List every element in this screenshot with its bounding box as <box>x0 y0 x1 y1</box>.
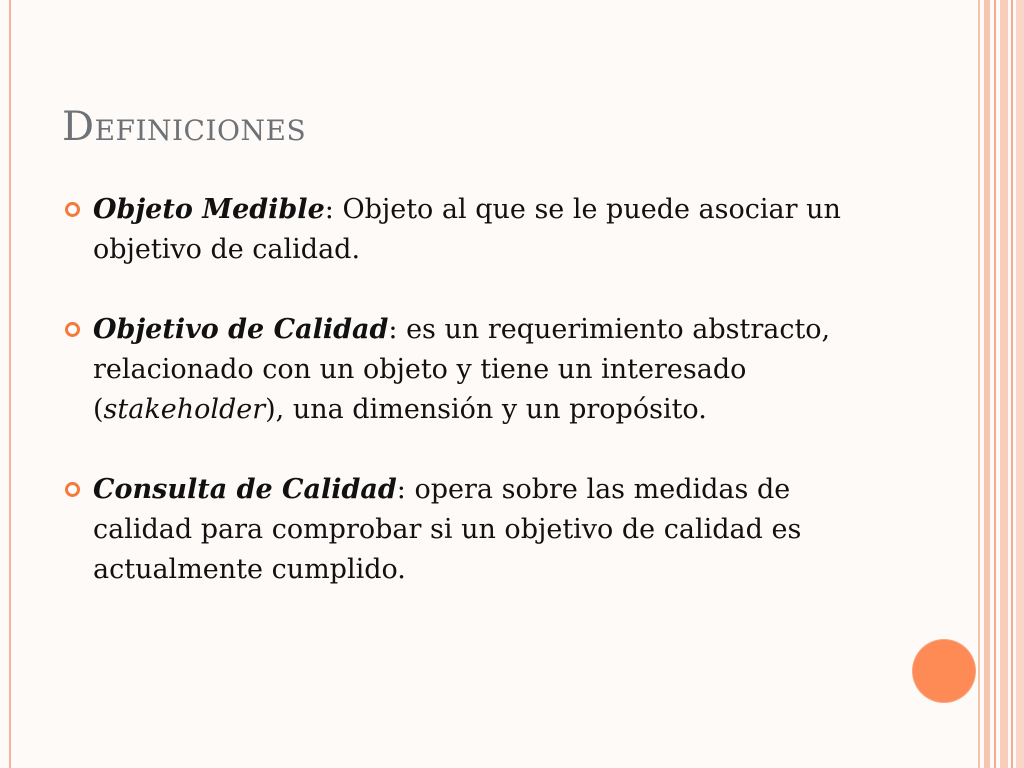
bullet-text: Objeto al que se le puede asociar un objetivo de calidad. <box>93 194 841 265</box>
bullet-term: Objetivo de Calidad <box>93 314 389 345</box>
stripe <box>978 0 980 768</box>
bullet-item-objetivo-de-calidad <box>62 310 862 430</box>
decorative-circle <box>913 640 975 702</box>
bullet-item-objeto-medible <box>62 190 862 270</box>
bullet-icon <box>65 322 80 337</box>
bullet-separator: : <box>396 474 415 505</box>
left-border <box>0 0 11 768</box>
slide-title: Definiciones <box>62 104 307 150</box>
bullet-icon <box>65 202 80 217</box>
stripe <box>984 0 990 768</box>
bullet-text: opera sobre las medidas de calidad para comprobar si un objetivo de calidad es actualmente cumplido. <box>93 474 802 585</box>
right-stripes <box>978 0 1024 768</box>
bullet-term: Consulta de Calidad <box>93 474 397 505</box>
bullet-separator: : <box>388 314 407 345</box>
bullet-list <box>62 190 862 630</box>
bullet-emphasis: stakeholder <box>103 394 266 425</box>
bullet-text-end: ), una dimensión y un propósito. <box>265 394 707 425</box>
stripe <box>1000 0 1008 768</box>
bullet-term: Objeto Medible <box>93 194 325 225</box>
bullet-separator: : <box>324 194 343 225</box>
stripe <box>994 0 996 768</box>
stripe <box>1011 0 1013 768</box>
bullet-icon <box>65 482 80 497</box>
bullet-item-consulta-de-calidad <box>62 470 862 590</box>
stripe <box>1016 0 1024 768</box>
bullet-text: es un requerimiento abstracto, relacionado con un objeto y tiene un interesado ( <box>93 314 831 425</box>
